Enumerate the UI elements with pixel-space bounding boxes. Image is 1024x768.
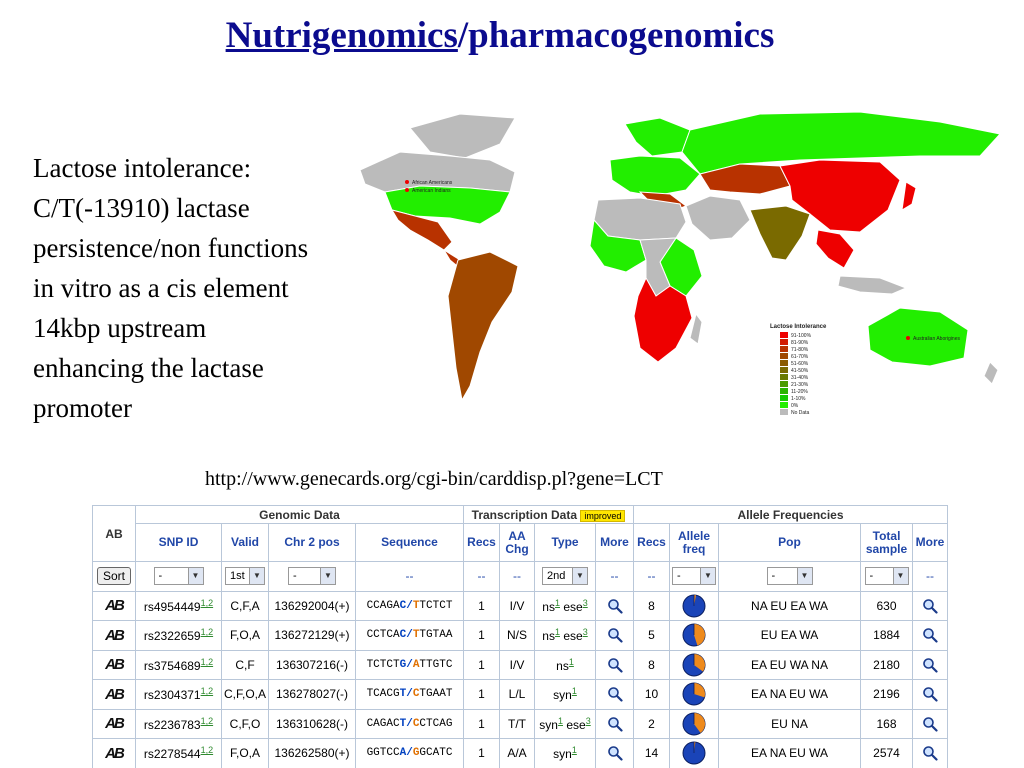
seq-allele-a: G	[399, 658, 407, 671]
col-more[interactable]: More	[596, 524, 634, 562]
seq-left: CCAGA	[366, 599, 400, 612]
type-label: syn	[539, 717, 558, 732]
recs2-cell: 2	[634, 709, 670, 739]
table-row	[93, 739, 948, 768]
legend-swatch	[780, 332, 788, 338]
table-row	[93, 650, 948, 680]
body-line: promoter	[33, 393, 132, 423]
valid-cell: C,F,O	[222, 709, 269, 739]
ab-cell	[93, 591, 136, 621]
chr-pos-cell: 136307216(-)	[269, 650, 356, 680]
chevron-down-icon: ▼	[320, 568, 335, 584]
valid-cell: F,O,A	[222, 621, 269, 651]
recs2-cell: 14	[634, 739, 670, 768]
magnifier-icon[interactable]	[598, 745, 631, 761]
seq-left: CCTCA	[366, 629, 400, 642]
sort-cell	[93, 562, 136, 592]
filter-row	[93, 562, 948, 592]
new-zealand-shape	[984, 362, 998, 384]
chevron-down-icon: ▼	[893, 568, 908, 584]
type2-ref-link[interactable]: 3	[582, 597, 588, 608]
type-label: syn	[553, 688, 572, 703]
canada-shape	[360, 152, 515, 192]
african-americans-label: African Americans	[412, 180, 453, 186]
aa-chg-cell: L/L	[500, 680, 535, 710]
snp-id-link[interactable]: rs3754689	[143, 658, 201, 673]
seq-allele-b: C	[412, 717, 420, 730]
improved-badge: improved	[580, 510, 625, 522]
seq-allele-b: T	[412, 629, 420, 642]
legend-swatch	[780, 367, 788, 373]
pop-cell: EA NA EU WA	[719, 680, 861, 710]
freq-filter-cell	[670, 562, 719, 592]
pop-filter-select[interactable]	[767, 567, 813, 585]
table-row	[93, 709, 948, 739]
total-sample-cell: 1884	[861, 621, 913, 651]
total-sample-cell: 168	[861, 709, 913, 739]
chevron-down-icon: ▼	[249, 568, 264, 584]
magnifier-icon[interactable]	[915, 627, 945, 643]
col-recs[interactable]: Recs	[464, 524, 500, 562]
chr-pos-cell: 136278027(-)	[269, 680, 356, 710]
seq-allele-a: C	[399, 629, 407, 642]
type-label: ns	[542, 629, 555, 644]
valid-cell: C,F	[222, 650, 269, 680]
body-line: C/T(-13910) lactase	[33, 193, 250, 223]
ab-icon[interactable]: AB	[105, 626, 123, 644]
type-ref-link[interactable]: 1	[568, 656, 574, 667]
legend-swatch	[780, 339, 788, 345]
type2-ref-link[interactable]: 3	[582, 627, 588, 638]
snp-id-cell	[136, 591, 222, 621]
body-line: in vitro as a cis element	[33, 273, 289, 303]
type2-ref-link[interactable]: 3	[585, 715, 591, 726]
ab-icon[interactable]: AB	[105, 744, 123, 762]
type-cell	[535, 680, 596, 710]
col-aa-chg[interactable]	[500, 524, 535, 562]
southeast-asia-shape	[816, 230, 854, 268]
more-filter-cell	[596, 562, 634, 592]
total-filter-cell	[861, 562, 913, 592]
allele-freq-pie[interactable]	[672, 682, 716, 706]
pop-cell: EU EA WA	[719, 621, 861, 651]
seq-right: TGTAA	[419, 629, 453, 642]
table-row	[93, 680, 948, 710]
type-label: syn	[553, 747, 572, 762]
type-cell	[535, 621, 596, 651]
col-type[interactable]: Type	[535, 524, 596, 562]
allele-frequencies-header: Allele Frequencies	[634, 506, 948, 524]
genecards-url[interactable]: http://www.genecards.org/cgi-bin/carddisp.pl?gene=LCT	[205, 468, 663, 490]
seq-allele-a: C	[399, 599, 407, 612]
chevron-down-icon: ▼	[572, 568, 587, 584]
allele-freq-pie[interactable]	[672, 712, 716, 736]
legend-swatch	[780, 360, 788, 366]
legend-label: 0%	[791, 403, 799, 409]
allele-freq-cell	[670, 621, 719, 651]
aa-chg-cell: A/A	[500, 739, 535, 768]
type-ref-link[interactable]: 1	[557, 715, 563, 726]
slide-title	[0, 14, 1000, 57]
greenland-shape	[410, 114, 515, 158]
allele-freq-cell	[670, 739, 719, 768]
snp-ref-link[interactable]: 1,2	[200, 686, 214, 697]
valid-cell: F,O,A	[222, 739, 269, 768]
allele-freq-pie[interactable]	[672, 653, 716, 677]
seq-right: TTGTC	[419, 658, 453, 671]
legend-swatch	[780, 353, 788, 359]
seq-left: GGTCC	[366, 747, 400, 760]
more2-cell	[913, 709, 948, 739]
snp-id-link[interactable]: rs2322659	[143, 629, 201, 644]
col-more-2[interactable]: More	[913, 524, 948, 562]
pop-cell: EA NA EU WA	[719, 739, 861, 768]
total-sample-cell: 2180	[861, 650, 913, 680]
ab-cell	[93, 709, 136, 739]
recs2-filter-cell	[634, 562, 670, 592]
chr-pos-cell: 136292004(+)	[269, 591, 356, 621]
col-recs-2[interactable]: Recs	[634, 524, 670, 562]
body-text	[33, 148, 393, 428]
recs-cell: 1	[464, 621, 500, 651]
body-line: Lactose intolerance:	[33, 153, 252, 183]
type-filter-value: 2nd	[547, 570, 566, 583]
europe-north-shape	[625, 118, 690, 156]
snp-id-cell	[136, 680, 222, 710]
type-filter-select[interactable]	[542, 567, 588, 585]
col-snp-id[interactable]: SNP ID	[136, 524, 222, 562]
snp-ref-link[interactable]: 1,2	[200, 745, 214, 756]
magnifier-icon[interactable]	[598, 657, 631, 673]
south-america-shape	[448, 252, 518, 400]
legend-swatch	[780, 409, 788, 415]
magnifier-icon[interactable]	[915, 657, 945, 673]
african-americans-dot	[405, 180, 409, 184]
more2-cell	[913, 621, 948, 651]
legend-swatch	[780, 402, 788, 408]
seq-allele-a: A	[399, 747, 407, 760]
snp-id-link[interactable]: rs2278544	[143, 747, 201, 762]
sequence-cell: TCTCTG/ATTGTC	[356, 650, 464, 680]
ab-cell	[93, 621, 136, 651]
snp-id-link[interactable]: rs4954449	[143, 599, 201, 614]
table-row	[93, 621, 948, 651]
type-cell	[535, 709, 596, 739]
snp-filter-cell	[136, 562, 222, 592]
type-ref-link[interactable]: 1	[554, 597, 560, 608]
table-row	[93, 591, 948, 621]
europe-main-shape	[610, 156, 700, 196]
snp-filter-select[interactable]	[154, 567, 204, 585]
chr-pos-cell: 136272129(+)	[269, 621, 356, 651]
legend-swatch	[780, 374, 788, 380]
recs2-cell: 8	[634, 591, 670, 621]
more2-cell	[913, 739, 948, 768]
legend-swatch	[780, 381, 788, 387]
seq-allele-a: T	[399, 688, 407, 701]
chr-filter-value: -	[293, 570, 297, 583]
recs2-filter-dash: --	[647, 569, 656, 584]
seq-right: TCTCT	[419, 599, 453, 612]
snp-table	[92, 505, 948, 768]
more-cell	[596, 621, 634, 651]
type2-label: ese	[563, 629, 583, 644]
more-cell	[596, 650, 634, 680]
allele-freq-pie[interactable]	[672, 594, 716, 618]
valid-cell: C,F,O,A	[222, 680, 269, 710]
more2-filter-dash: --	[926, 569, 935, 584]
australian-aborigines-dot	[906, 336, 910, 340]
pop-cell: NA EU EA WA	[719, 591, 861, 621]
pop-cell: EA EU WA NA	[719, 650, 861, 680]
valid-filter-cell	[222, 562, 269, 592]
ab-header: AB	[93, 506, 136, 562]
type-ref-link[interactable]: 1	[554, 627, 560, 638]
sequence-cell: TCACGT/CTGAAT	[356, 680, 464, 710]
seq-left: CAGAC	[366, 717, 400, 730]
magnifier-icon[interactable]	[915, 686, 945, 702]
recs-cell: 1	[464, 591, 500, 621]
seq-filter-dash: --	[405, 569, 414, 584]
col-allele-freq[interactable]	[670, 524, 719, 562]
recs-cell: 1	[464, 680, 500, 710]
genomic-data-header: Genomic Data	[136, 506, 464, 524]
middle-east-shape	[686, 196, 750, 240]
australian-aborigines-label: Australian Aborigines	[913, 336, 960, 342]
more2-cell	[913, 591, 948, 621]
aa-chg-cell: T/T	[500, 709, 535, 739]
type2-label: ese	[563, 599, 583, 614]
aa-chg-cell: I/V	[500, 650, 535, 680]
valid-filter-value: 1st	[230, 570, 245, 583]
allele-freq-cell	[670, 650, 719, 680]
type-label: ns	[542, 599, 555, 614]
type-label: ns	[556, 658, 569, 673]
magnifier-icon[interactable]	[598, 627, 631, 643]
legend-label: 61-70%	[791, 354, 809, 360]
total-filter-value: -	[869, 570, 874, 583]
snp-id-cell	[136, 709, 222, 739]
allele-freq-cell	[670, 709, 719, 739]
seq-allele-a: T	[399, 717, 407, 730]
col-total-sample[interactable]	[861, 524, 913, 562]
snp-id-cell	[136, 739, 222, 768]
recs-filter-cell	[464, 562, 500, 592]
allele-freq-pie[interactable]	[672, 741, 716, 765]
ab-icon[interactable]: AB	[105, 656, 123, 674]
freq-filter-value: -	[677, 570, 681, 583]
more-cell	[596, 591, 634, 621]
more-cell	[596, 680, 634, 710]
seq-left: TCACG	[366, 688, 400, 701]
type-filter-cell	[535, 562, 596, 592]
chevron-down-icon: ▼	[797, 568, 812, 584]
recs-cell: 1	[464, 650, 500, 680]
nutrigenomics-link[interactable]: Nutrigenomics	[225, 15, 458, 56]
title-rest: /pharmacogenomics	[457, 15, 775, 56]
body-line: 14kbp upstream	[33, 313, 207, 343]
legend-label: 1-10%	[791, 396, 806, 402]
chr-pos-cell: 136310628(-)	[269, 709, 356, 739]
aa-chg-cell: I/V	[500, 591, 535, 621]
pop-filter-cell	[719, 562, 861, 592]
allele-freq-pie[interactable]	[672, 623, 716, 647]
seq-filter-cell	[356, 562, 464, 592]
legend-label: 71-80%	[791, 347, 809, 353]
north-africa-shape	[594, 198, 686, 240]
legend-label: 81-90%	[791, 340, 809, 346]
legend-label: 41-50%	[791, 368, 809, 374]
sequence-cell: CAGACT/CCTCAG	[356, 709, 464, 739]
snp-filter-value: -	[158, 570, 163, 583]
seq-allele-b: A	[412, 658, 420, 671]
pop-filter-value: -	[771, 570, 776, 583]
seq-left: TCTCT	[366, 658, 400, 671]
magnifier-icon[interactable]	[598, 686, 631, 702]
total-sample-cell: 630	[861, 591, 913, 621]
col-total-sample-label: Total sample	[865, 528, 908, 556]
more2-cell	[913, 650, 948, 680]
recs2-cell: 10	[634, 680, 670, 710]
india-shape	[750, 206, 810, 260]
chr-pos-cell: 136262580(+)	[269, 739, 356, 768]
sequence-cell: CCAGAC/TTCTCT	[356, 591, 464, 621]
aa-filter-cell	[500, 562, 535, 592]
ab-icon[interactable]: AB	[105, 685, 123, 703]
legend-swatch	[780, 388, 788, 394]
chevron-down-icon: ▼	[700, 568, 715, 584]
lactose-intolerance-world-map	[340, 100, 1020, 420]
pop-cell: EU NA	[719, 709, 861, 739]
total-sample-cell: 2196	[861, 680, 913, 710]
allele-freq-cell	[670, 591, 719, 621]
sequence-cell: GGTCCA/GGCATC	[356, 739, 464, 768]
ab-cell	[93, 650, 136, 680]
snp-ref-link[interactable]: 1,2	[200, 597, 214, 608]
seq-allele-b: T	[412, 599, 420, 612]
sort-button[interactable]: Sort	[97, 567, 131, 585]
magnifier-icon[interactable]	[598, 716, 631, 732]
body-line: persistence/non functions	[33, 233, 309, 263]
col-allele-freq-label: Allele freq	[678, 528, 711, 556]
total-filter-select[interactable]	[865, 567, 909, 585]
recs2-cell: 8	[634, 650, 670, 680]
recs-cell: 1	[464, 739, 500, 768]
seq-allele-b: G	[412, 747, 420, 760]
aa-chg-cell: N/S	[500, 621, 535, 651]
col-aa-chg-label: AA Chg	[505, 528, 529, 556]
legend-label: 31-40%	[791, 375, 809, 381]
col-sequence[interactable]: Sequence	[356, 524, 464, 562]
more-cell	[596, 709, 634, 739]
magnifier-icon[interactable]	[915, 745, 945, 761]
col-valid[interactable]: Valid	[222, 524, 269, 562]
chevron-down-icon: ▼	[188, 568, 203, 584]
type-ref-link[interactable]: 1	[571, 745, 577, 756]
legend-label: No Data	[791, 410, 810, 416]
chr-filter-cell	[269, 562, 356, 592]
snp-id-cell	[136, 621, 222, 651]
legend-title: Lactose Intolerance	[770, 324, 827, 330]
legend-label: 11-20%	[791, 389, 808, 395]
snp-ref-link[interactable]: 1,2	[200, 715, 214, 726]
total-sample-cell: 2574	[861, 739, 913, 768]
more-cell	[596, 739, 634, 768]
body-line: enhancing the lactase	[33, 353, 264, 383]
magnifier-icon[interactable]	[915, 716, 945, 732]
legend-label: 51-60%	[791, 361, 809, 367]
valid-filter-select[interactable]	[225, 567, 265, 585]
magnifier-icon[interactable]	[598, 598, 631, 614]
chr-filter-select[interactable]	[288, 567, 336, 585]
allele-freq-cell	[670, 680, 719, 710]
snp-id-link[interactable]: rs2236783	[143, 717, 201, 732]
recs-filter-dash: --	[477, 569, 486, 584]
legend-swatch	[780, 395, 788, 401]
more-filter-dash: --	[610, 569, 619, 584]
type-cell	[535, 739, 596, 768]
american-indians-dot	[405, 188, 409, 192]
type-cell	[535, 591, 596, 621]
freq-filter-select[interactable]	[672, 567, 716, 585]
aa-filter-dash: --	[513, 569, 522, 584]
legend-label: 21-30%	[791, 382, 809, 388]
recs-cell: 1	[464, 709, 500, 739]
recs2-cell: 5	[634, 621, 670, 651]
seq-allele-b: C	[412, 688, 420, 701]
snp-ref-link[interactable]: 1,2	[200, 627, 214, 638]
seq-right: GCATC	[419, 747, 453, 760]
legend-swatch	[780, 346, 788, 352]
american-indians-label: American Indians	[412, 188, 451, 194]
col-pop[interactable]: Pop	[719, 524, 861, 562]
more2-filter-cell	[913, 562, 948, 592]
seq-right: TGAAT	[419, 688, 453, 701]
snp-id-cell	[136, 650, 222, 680]
map-legend	[770, 324, 827, 416]
transcription-data-title: Transcription Data	[471, 507, 578, 522]
more2-cell	[913, 680, 948, 710]
sequence-cell: CCTCAC/TTGTAA	[356, 621, 464, 651]
ab-icon[interactable]: AB	[105, 597, 123, 615]
legend-label: 91-100%	[791, 333, 812, 339]
type2-label: ese	[566, 717, 586, 732]
snp-ref-link[interactable]: 1,2	[200, 656, 214, 667]
snp-id-link[interactable]: rs2304371	[143, 688, 201, 703]
type-ref-link[interactable]: 1	[571, 686, 577, 697]
valid-cell: C,F,A	[222, 591, 269, 621]
indonesia-shape	[838, 276, 906, 294]
magnifier-icon[interactable]	[915, 598, 945, 614]
ab-icon[interactable]: AB	[105, 715, 123, 733]
japan-shape	[902, 182, 916, 210]
seq-right: CTCAG	[419, 717, 453, 730]
ab-cell	[93, 680, 136, 710]
col-chr-pos[interactable]: Chr 2 pos	[269, 524, 356, 562]
transcription-data-header	[464, 506, 634, 524]
type-cell	[535, 650, 596, 680]
ab-cell	[93, 739, 136, 768]
